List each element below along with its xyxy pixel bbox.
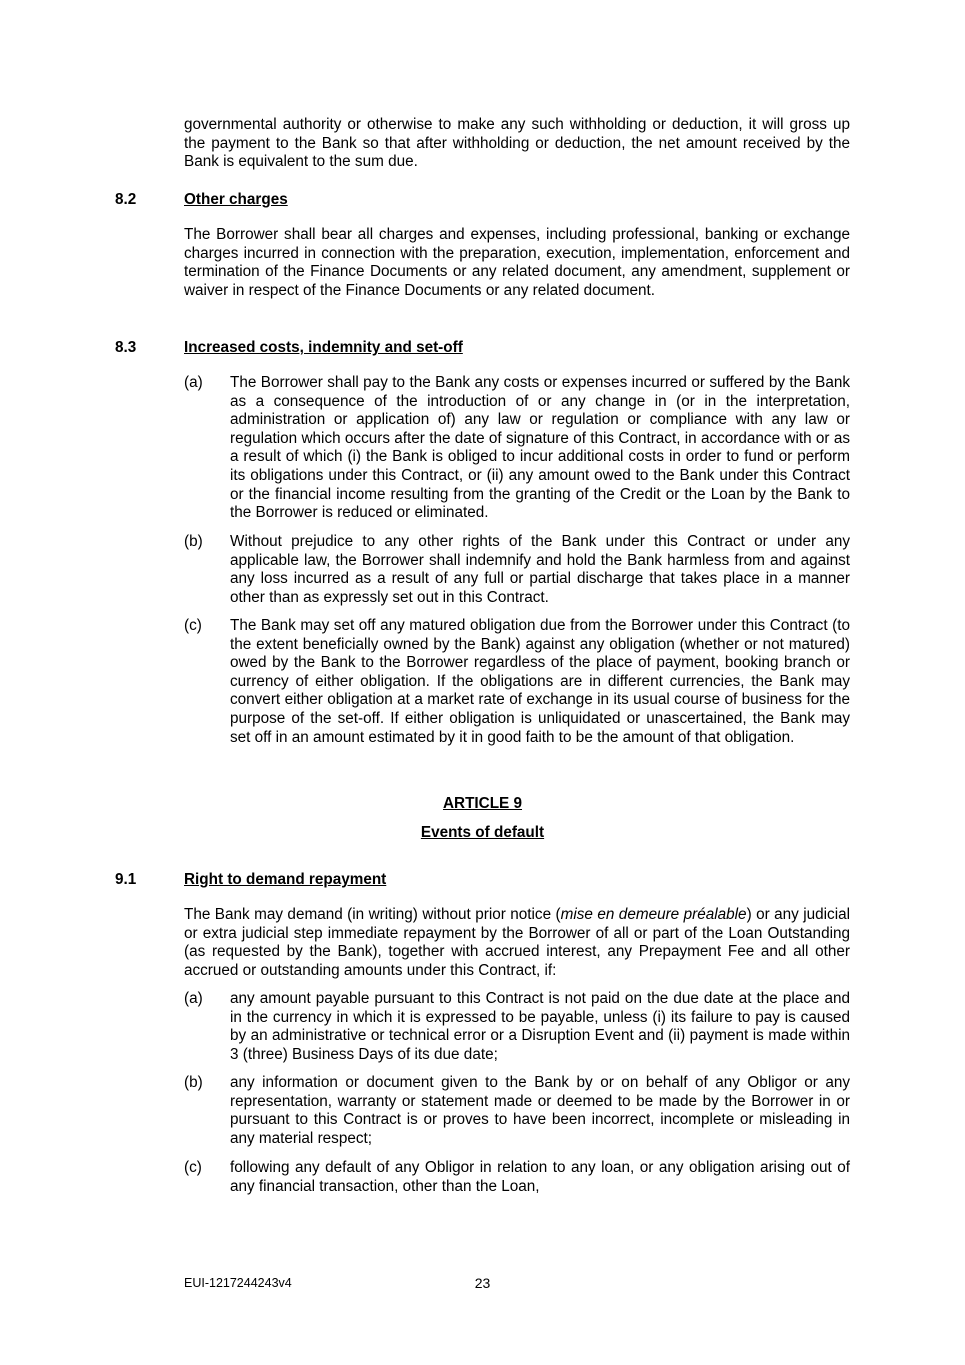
- list-item-label: (c): [184, 617, 202, 634]
- list-item-text: The Borrower shall pay to the Bank any costs or expenses incurred or suffered by the Bank as a consequence of the introduction of or any change in (or in the interpretation, administration or application of) any law or regulation or compliance with any law or regulation which occurs after the date of signature of this Contract, in accordance with or as a result of which (i) the Bank is obliged to incur additional costs in order to fund or perform its obligations under this Contract, or (ii) any amount owed to the Bank under this Contract or the financial income resulting from the granting of the Credit or the Loan by the Bank to the Borrower is reduced or eliminated.: [230, 374, 850, 522]
- list-item-8-3-a: [184, 374, 850, 523]
- intro-paragraph: governmental authority or otherwise to make any such withholding or deduction, it will gross up the payment to the Bank so that after withholding or deduction, the net amount received by the Bank is equivalent to the sum due.: [184, 116, 850, 171]
- section-8-2-number: 8.2: [115, 191, 137, 208]
- list-item-9-1-a: [184, 990, 850, 1064]
- intro-text-after: ) or any judicial or extra judicial step immediate repayment by the Borrower of all or part of the Loan Outstanding (as requested by the Bank), together with accrued interest, any Prepayment Fee and all other accrued or outstanding amounts under this Contract, if:: [184, 906, 850, 979]
- section-8-3-number: 8.3: [115, 339, 137, 356]
- list-item-text: The Bank may set off any matured obligation due from the Borrower under this Contract (to the extent beneficially owned by the Bank) against any obligation (whether or not matured) owed by the Bank to the Borrower regardless of the place of payment, booking branch or currency of either obligation. If the obligations are in different currencies, the Bank may convert either obligation at a market rate of exchange in its usual course of business for the purpose of the set-off. If either obligation is unliquidated or unascertained, the Bank may set off in an amount estimated by it in good faith to be the amount of that obligation.: [230, 617, 850, 746]
- list-item-label: (b): [184, 1074, 203, 1091]
- list-item-text: any amount payable pursuant to this Contract is not paid on the due date at the place and in the currency in which it is expressed to be payable, unless (i) its failure to pay is caused by an administrative or technical error or a Disruption Event and (ii) payment is made within 3 (three) Business Days of its due date;: [230, 990, 850, 1063]
- list-item-9-1-b: [184, 1074, 850, 1148]
- footer-page-number: 23: [474, 1275, 491, 1291]
- article-heading: ARTICLE 9: [442, 795, 523, 812]
- footer-document-reference: EUI-1217244243v4: [184, 1276, 292, 1290]
- intro-text-before: The Bank may demand (in writing) without prior notice (: [184, 906, 561, 923]
- intro-text-italic: mise en demeure préalable: [560, 906, 747, 923]
- section-8-2-title: Other charges: [184, 191, 288, 208]
- list-item-8-3-b: [184, 533, 850, 607]
- list-item-9-1-c: [184, 1159, 850, 1196]
- section-9-1-intro: [184, 906, 850, 980]
- article-subheading: Events of default: [420, 824, 545, 841]
- section-9-1-title: Right to demand repayment: [184, 871, 387, 888]
- section-8-3-title: Increased costs, indemnity and set-off: [184, 339, 463, 356]
- list-item-label: (a): [184, 374, 203, 391]
- section-9-1-number: 9.1: [115, 871, 137, 888]
- list-item-label: (a): [184, 990, 203, 1007]
- list-item-text: following any default of any Obligor in relation to any loan, or any obligation arising out of any financial transaction, other than the Loan,: [230, 1159, 850, 1195]
- list-item-label: (b): [184, 533, 203, 550]
- list-item-8-3-c: [184, 617, 850, 747]
- list-item-text: Without prejudice to any other rights of the Bank under this Contract or under any applicable law, the Borrower shall indemnify and hold the Bank harmless from and against any loss incurred as a result of any full or partial discharge that takes place in a manner other than as expressly set out in this Contract.: [230, 533, 850, 606]
- list-item-label: (c): [184, 1159, 202, 1176]
- list-item-text: any information or document given to the Bank by or on behalf of any Obligor or any representation, warranty or statement made or deemed to be made by the Borrower in or pursuant to this Contract is or proves to have been incorrect, incomplete or misleading in any material respect;: [230, 1074, 850, 1147]
- section-8-2-paragraph: The Borrower shall bear all charges and expenses, including professional, banking or exchange charges incurred in connection with the preparation, execution, implementation, enforcement and termination of the Finance Documents or any related document, any amendment, supplement or waiver in respect of the Finance Documents or any related document.: [184, 226, 850, 299]
